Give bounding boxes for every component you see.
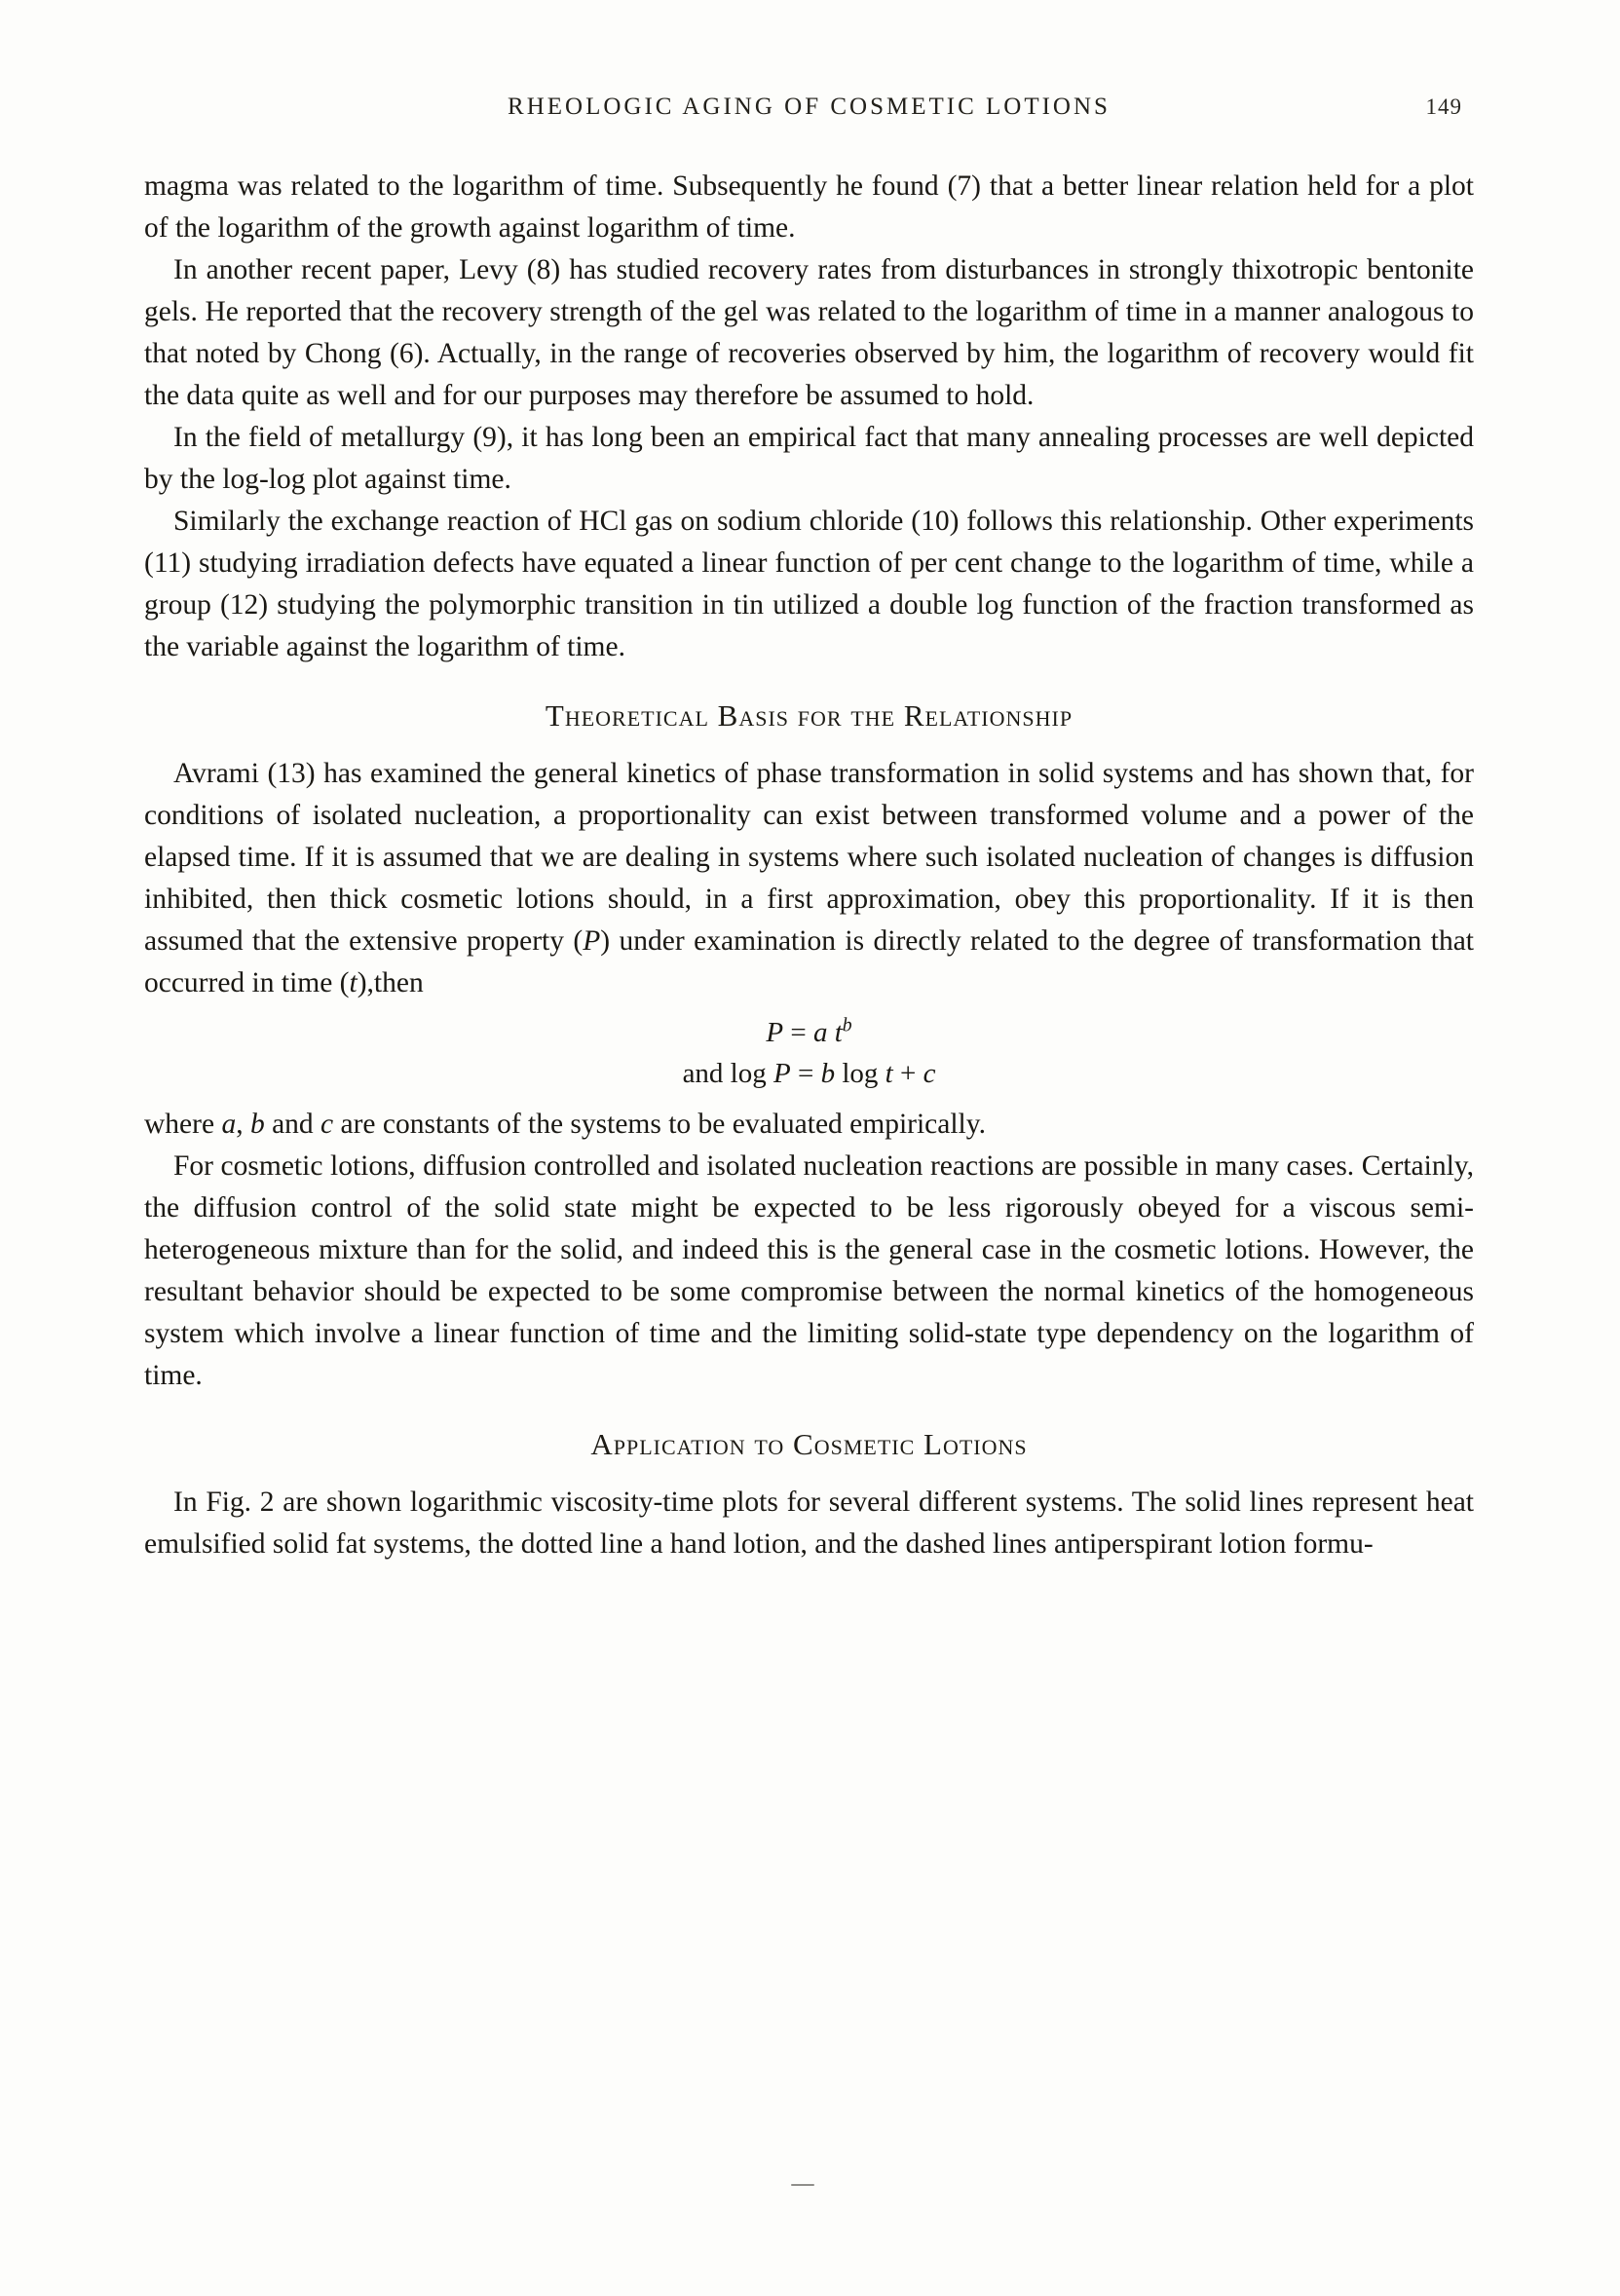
paragraph-exchange-reaction: Similarly the exchange reaction of HCl gas on sodium chloride (10) follows this relationship. Other experiments (11) studying irradiation defects have equated a linear function of per cent change to the logarithm of time, while a group (12) studying the polymorphic transition in tin utilized a double log function of the fraction transformed as the variable against the logarithm of time. [144,506,1474,662]
paragraph-magma: magma was related to the logarithm of time. Subsequently he found (7) that a better linear relation held for a plot of the logarithm of the growth against logarithm of time. [144,170,1474,244]
paragraph-metallurgy: In the field of metallurgy (9), it has long been an empirical fact that many annealing processes are well depicted by the log-log plot against time. [144,422,1474,495]
equation2-equals: = [790,1058,821,1089]
equation2-var-c: c [923,1058,936,1089]
equation2-var-P: P [773,1058,791,1089]
variable-P: P [583,925,601,957]
paragraph-constants-text-1: where [144,1109,222,1140]
paragraph-constants-text-4: are constants of the systems to be evaluated empirically. [333,1109,986,1140]
equation2-log: log [835,1058,885,1089]
variable-t: t [349,967,358,998]
running-head [144,94,1474,121]
equation1-equals: = [783,1017,813,1048]
variable-c: c [320,1109,334,1140]
equation2-var-b: b [820,1058,836,1089]
running-head-title: RHEOLOGIC AGING OF COSMETIC LOTIONS [508,94,1111,120]
equation-power-law [144,1012,1474,1053]
equation-block [144,1012,1474,1094]
paragraph-constants-text-3: and [264,1109,321,1140]
paragraph-diffusion-control: For cosmetic lotions, diffusion controlled and isolated nucleation reactions are possible in many cases. Certainly, the diffusion control of the solid state might be expected to be less rigorously obeyed for a viscous semi-heterogeneous mixture than for the solid, and indeed this is the general case in the cosmetic lotions. However, the resultant behavior should be expected to be some compromise between the normal kinetics of the homogeneous system which involve a linear function of time and the limiting solid-state type dependency on the logarithm of time. [144,1150,1474,1391]
paragraph-avrami-text-2: ) under examination is directly related to the degree of transformation that occurred in time ( [144,925,1474,998]
paragraph-avrami-text-3: ),then [357,967,424,998]
scan-artifact-mark [791,2184,814,2186]
page-number: 149 [1425,94,1462,119]
equation1-lhs: P [766,1017,784,1048]
equation1-exponent: b [842,1014,852,1036]
equation2-plus: + [892,1058,923,1089]
section-heading-theoretical-basis: Theoretical Basis for the Relationship [545,698,1074,733]
equation2-prefix: and log [682,1058,773,1089]
equation-log-form [144,1053,1474,1094]
page-body [144,166,1474,1565]
variable-a: a [221,1109,237,1140]
paragraph-fig2-intro: In Fig. 2 are shown logarithmic viscosity-time plots for several different systems. The solid lines represent heat emulsified solid fat systems, the dotted line a hand lotion, and the dashed lines antiperspirant lotion formu- [144,1487,1474,1560]
equation1-rhs: a t [812,1017,843,1048]
paragraph-levy: In another recent paper, Levy (8) has studied recovery rates from disturbances in strongly thixotropic bentonite gels. He reported that the recovery strength of the gel was related to the logarithm of time in a manner analogous to that noted by Chong (6). Actually, in the range of recoveries observed by him, the logarithm of recovery would fit the data quite as well and for our purposes may therefore be assumed to hold. [144,254,1474,411]
variable-b: b [249,1109,265,1140]
paragraph-avrami-text-1: Avrami (13) has examined the general kinetics of phase transformation in solid systems and has shown that, for conditions of isolated nucleation, a proportionality can exist between transformed volume and a power of the elapsed time. If it is assumed that we are dealing in systems where such isolated nucleation of changes is diffusion inhibited, then thick cosmetic lotions should, in a first approximation, obey this proportionality. If it is then assumed that the extensive property ( [144,758,1474,957]
equation2-var-t: t [885,1058,893,1089]
paragraph-avrami [144,753,1474,1004]
paragraph-constants [144,1104,1474,1146]
paragraph-constants-text-2: , [236,1109,250,1140]
section-heading-application: Application to Cosmetic Lotions [590,1427,1028,1461]
